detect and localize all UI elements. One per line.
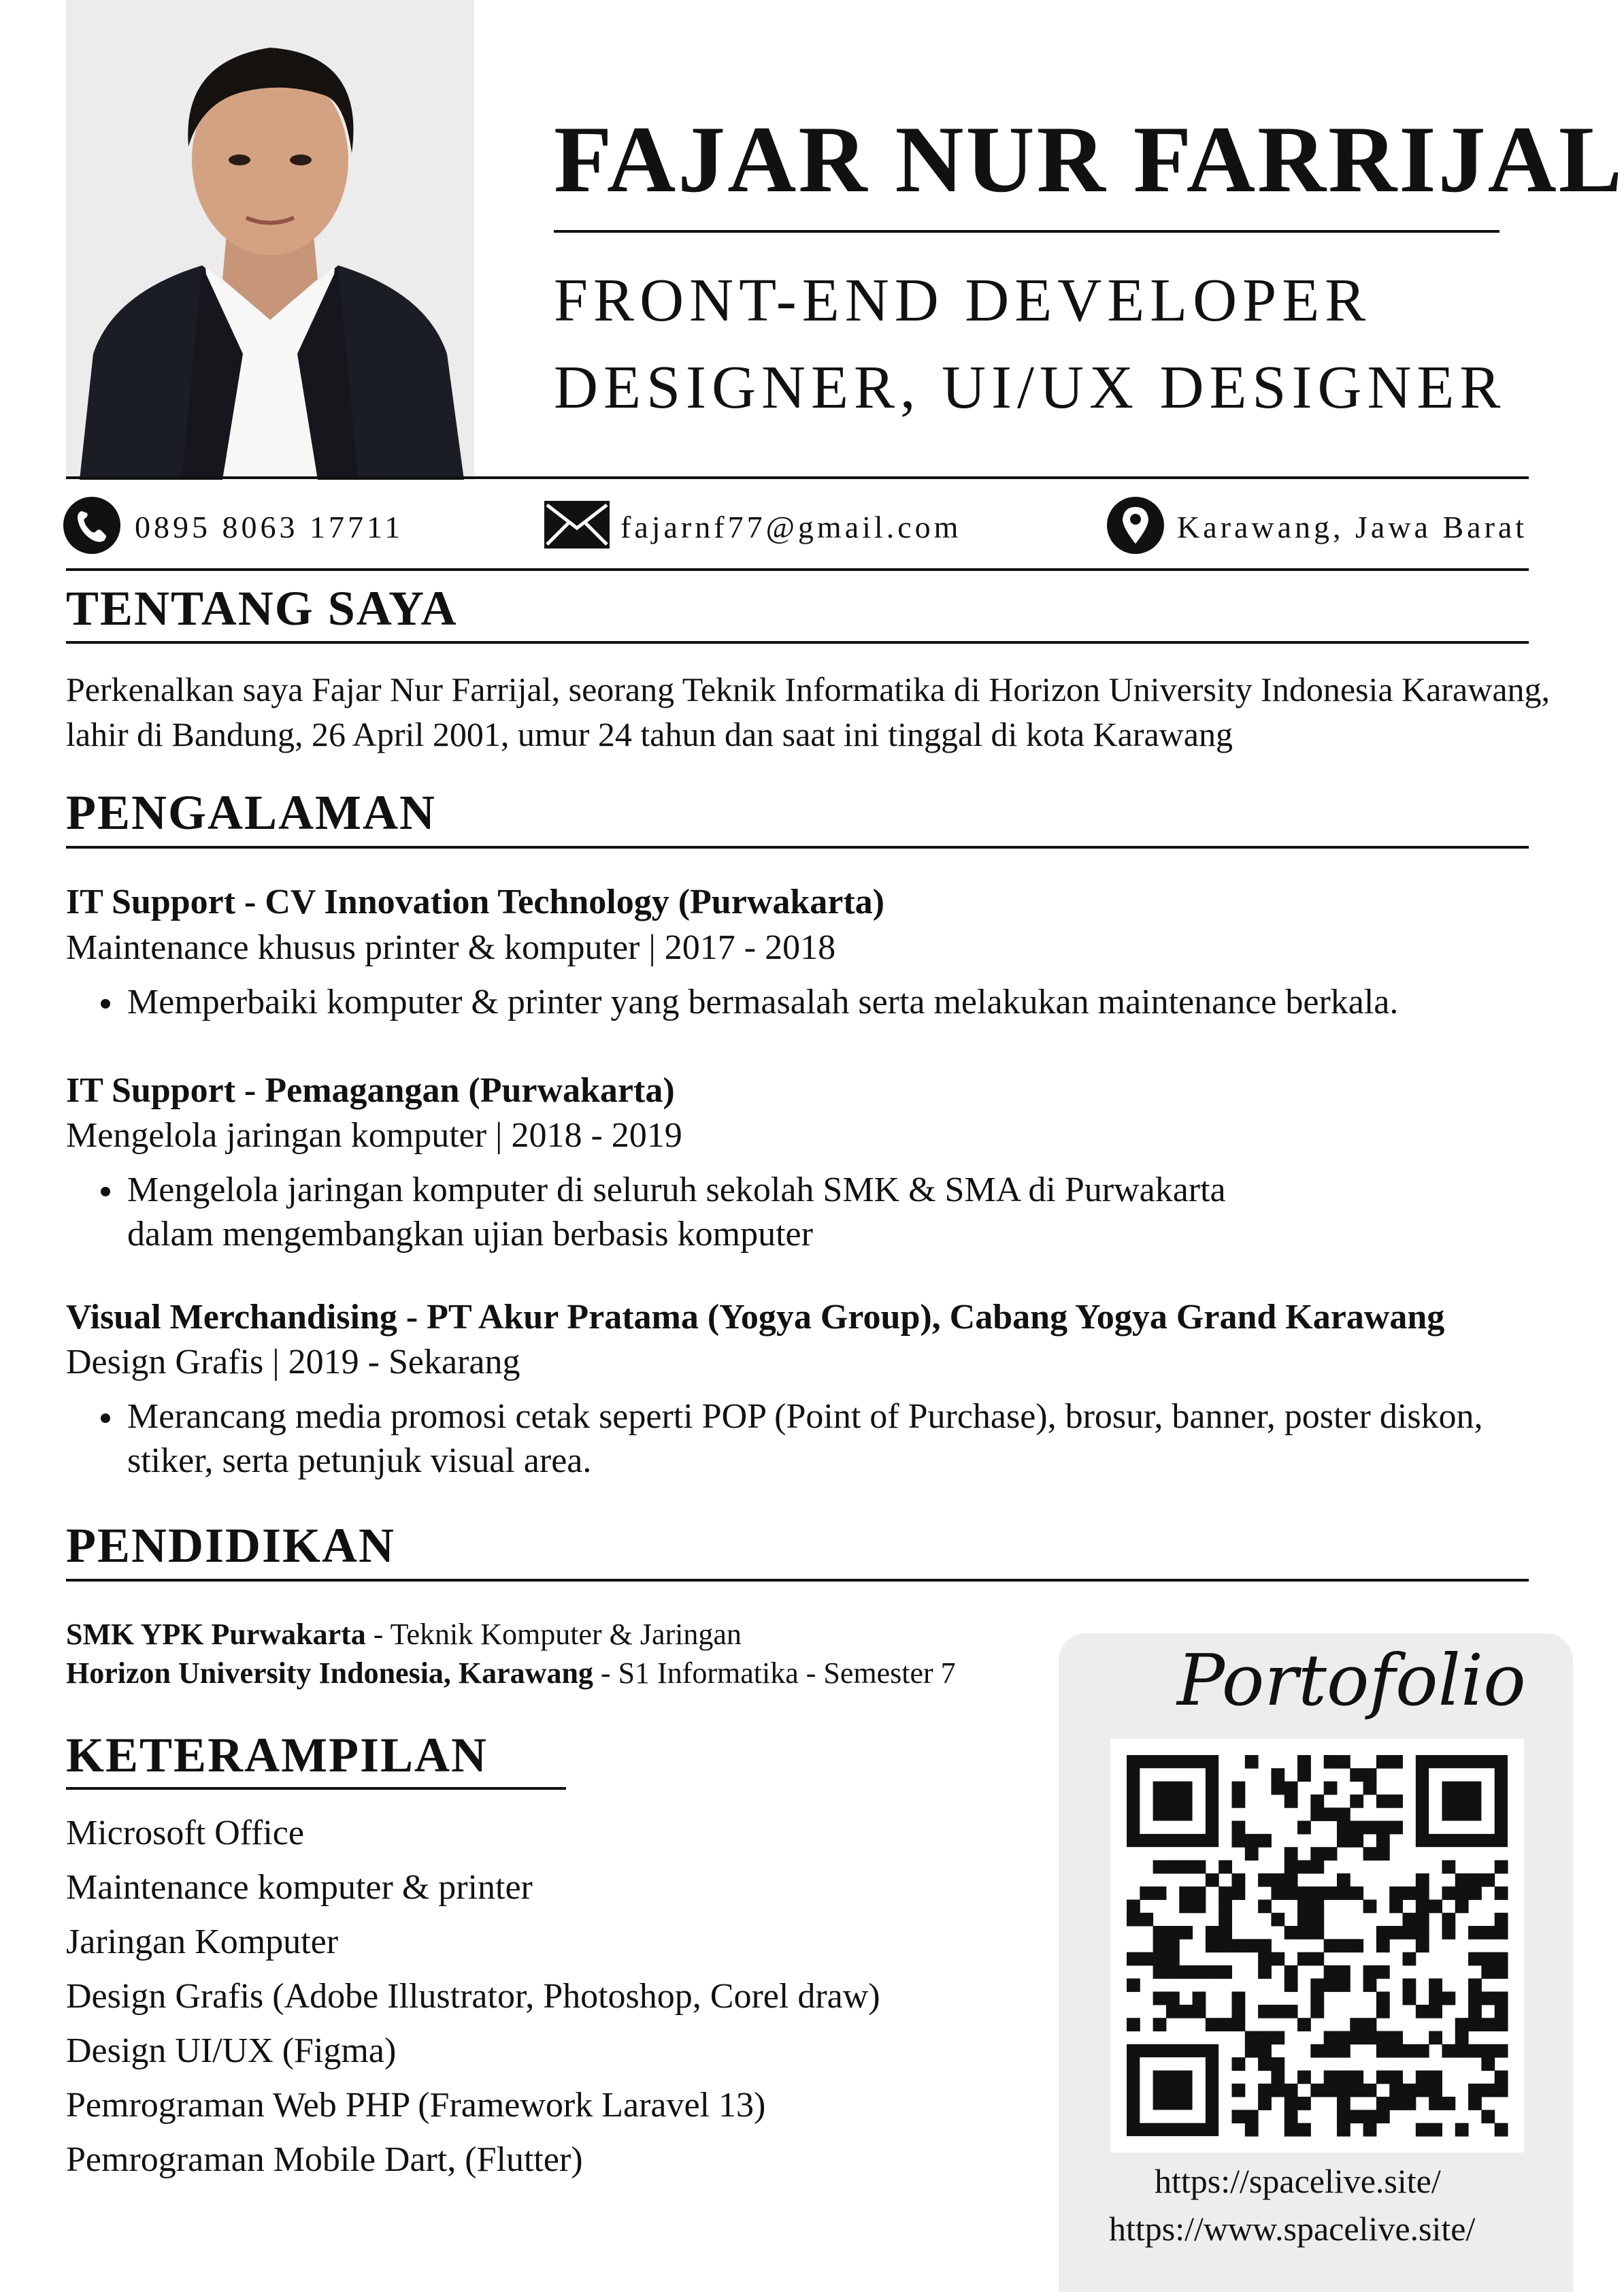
candidate-name: FAJAR NUR FARRIJAL [554, 107, 1624, 212]
skill-item: Maintenance komputer & printer [66, 1868, 533, 1907]
job-bullet-line: Memperbaiki komputer & printer yang bermasalah serta melakukan maintenance berkala. [127, 983, 1399, 1021]
bullet-dot [101, 1187, 110, 1196]
education-divider [66, 1579, 1529, 1582]
skill-item: Pemrograman Web PHP (Framework Laravel 13) [66, 2086, 766, 2125]
education-detail: - S1 Informatika - Semester 7 [593, 1656, 956, 1690]
skills-title: KETERAMPILAN [66, 1728, 488, 1782]
about-divider [66, 641, 1529, 644]
location-text: Karawang, Jawa Barat [1177, 510, 1528, 544]
job-bullet-line: stiker, serta petunjuk visual area. [127, 1441, 592, 1480]
job-bullet-line: Merancang media promosi cetak seperti POP (Point of Purchase), brosur, banner, poster diskon, [127, 1397, 1483, 1436]
education-school: Horizon University Indonesia, Karawang [66, 1656, 593, 1690]
envelope-icon [544, 501, 610, 549]
portfolio-title-text: Portofolio [1177, 1639, 1526, 1722]
role-line-2: DESIGNER, UI/UX DESIGNER [554, 354, 1506, 421]
education-item [66, 1658, 956, 1688]
skill-item: Microsoft Office [66, 1814, 304, 1852]
email-address[interactable]: fajarnf77@gmail.com [620, 510, 962, 544]
skill-item: Jaringan Komputer [66, 1922, 339, 1961]
job-subtitle: Maintenance khusus printer & komputer | 2017 - 2018 [66, 928, 836, 967]
job-subtitle: Design Grafis | 2019 - Sekarang [66, 1343, 520, 1381]
job-title: IT Support - Pemagangan (Purwakarta) [66, 1071, 675, 1110]
experience-divider [66, 846, 1529, 849]
education-item [66, 1620, 742, 1650]
job-subtitle: Mengelola jaringan komputer | 2018 - 2019 [66, 1116, 682, 1155]
phone-number[interactable]: 0895 8063 17711 [135, 510, 404, 544]
qr-finder-pattern [1153, 1782, 1193, 1821]
portfolio-url-1[interactable]: https://spacelive.site/ [1155, 2162, 1441, 2200]
education-detail: - Teknik Komputer & Jaringan [365, 1618, 742, 1651]
phone-icon [63, 496, 121, 555]
education-title: PENDIDIKAN [66, 1518, 396, 1573]
experience-title: PENGALAMAN [66, 785, 436, 840]
role-line-1: FRONT-END DEVELOPER [554, 267, 1372, 334]
skill-item: Design UI/UX (Figma) [66, 2031, 397, 2070]
qr-finder-pattern [1153, 2070, 1193, 2110]
portfolio-title [1170, 1637, 1526, 1732]
bullet-dot [101, 1413, 110, 1423]
profile-photo [66, 0, 474, 480]
job-title: Visual Merchandising - PT Akur Pratama (Yogya Group), Cabang Yogya Grand Karawang [66, 1298, 1445, 1337]
name-divider [554, 230, 1499, 233]
about-line-1: Perkenalkan saya Fajar Nur Farrijal, seorang Teknik Informatika di Horizon University Indonesia Karawang, [66, 670, 1551, 708]
about-title: TENTANG SAYA [66, 581, 458, 636]
job-title: IT Support - CV Innovation Technology (Purwakarta) [66, 883, 884, 921]
portfolio-qr-code[interactable] [1110, 1739, 1524, 2152]
contact-top-divider [66, 476, 1529, 479]
education-school: SMK YPK Purwakarta [66, 1618, 366, 1651]
job-bullet-line: dalam mengembangkan ujian berbasis komputer [127, 1215, 813, 1254]
job-bullet-line: Mengelola jaringan komputer di seluruh sekolah SMK & SMA di Purwakarta [127, 1170, 1226, 1209]
qr-finder-pattern [1442, 1782, 1481, 1821]
contact-bottom-divider [66, 568, 1529, 571]
qr-code-graphic [1110, 1739, 1524, 2152]
skill-item: Pemrograman Mobile Dart, (Flutter) [66, 2140, 583, 2179]
skills-divider [66, 1787, 566, 1790]
bullet-dot [101, 999, 110, 1009]
map-pin-icon [1106, 496, 1165, 555]
portfolio-url-2[interactable]: https://www.spacelive.site/ [1109, 2210, 1476, 2248]
about-line-2: lahir di Bandung, 26 April 2001, umur 24 tahun dan saat ini tinggal di kota Karawang [66, 715, 1233, 753]
skill-item: Design Grafis (Adobe Illustrator, Photoshop, Corel draw) [66, 1977, 880, 2016]
